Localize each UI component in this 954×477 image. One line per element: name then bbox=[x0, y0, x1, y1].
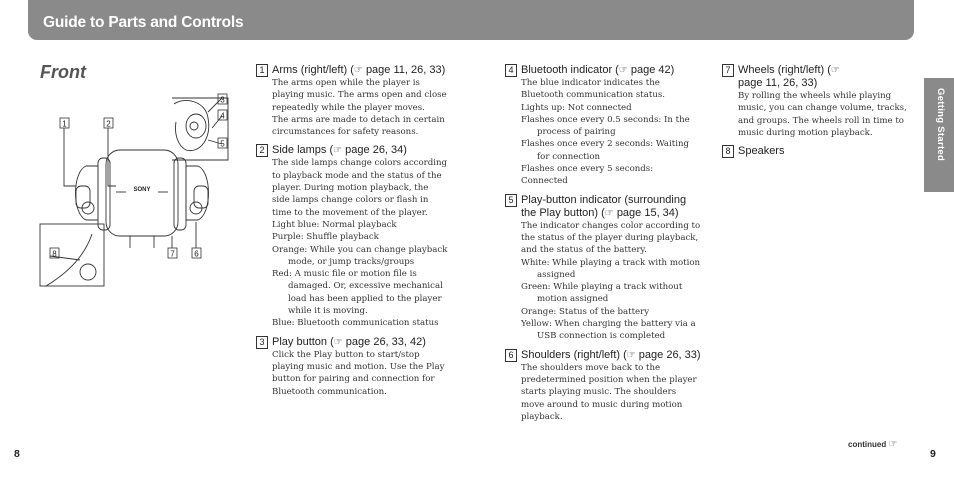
item-text: Purple: Shuffle playback bbox=[272, 232, 379, 243]
page-reference: page 15, 34) bbox=[616, 206, 679, 219]
item-heading: Bluetooth indicator ( bbox=[521, 64, 619, 76]
column-1 bbox=[256, 64, 448, 404]
pointing-hand-icon: ☞ bbox=[333, 145, 343, 157]
item-heading: Arms (right/left) ( bbox=[272, 64, 354, 76]
section-title: Front bbox=[40, 62, 86, 82]
item-text: The arms open while the player is playing music. The arms open and close repeatedly while the player moves. bbox=[272, 78, 447, 113]
continued-note bbox=[848, 439, 897, 450]
pointing-hand-icon: ☞ bbox=[626, 349, 636, 361]
callout-5: 5 bbox=[220, 139, 225, 149]
side-tab bbox=[924, 78, 954, 192]
item-text: Green: While playing a track without motion assigned bbox=[521, 282, 683, 305]
item-heading: Play-button indicator (surrounding the Play button) ( bbox=[521, 193, 687, 219]
item-play-button bbox=[256, 336, 448, 398]
page-number-left: 8 bbox=[14, 448, 20, 460]
pointing-hand-icon: ☞ bbox=[604, 207, 614, 219]
page-reference: page 42) bbox=[630, 64, 675, 76]
item-heading: Wheels (right/left) ( bbox=[738, 64, 831, 76]
item-heading: Play button ( bbox=[272, 335, 334, 348]
item-text: Flashes once every 0.5 seconds: In the process of pairing bbox=[521, 114, 690, 138]
callout-8: 8 bbox=[52, 249, 57, 259]
item-number: 5 bbox=[505, 194, 517, 207]
callout-6: 7 bbox=[170, 249, 175, 259]
callout-7: 6 bbox=[194, 249, 199, 259]
page-reference: page 26, 33, 42) bbox=[345, 335, 426, 348]
brand-logo: SONY bbox=[133, 187, 151, 193]
callout-2: 2 bbox=[106, 119, 111, 129]
item-text: The arms are made to detach in certain circumstances for safety reasons. bbox=[272, 114, 445, 138]
item-text: The blue indicator indicates the Bluetooth communication status. bbox=[521, 78, 666, 101]
callout-1: 1 bbox=[62, 119, 67, 129]
page-number-right: 9 bbox=[930, 448, 936, 460]
side-tab-label: Getting Started bbox=[935, 88, 946, 162]
item-text: White: While playing a track with motion assigned bbox=[521, 257, 701, 280]
item-shoulders bbox=[505, 349, 701, 423]
item-text: Flashes once every 5 seconds: Connected bbox=[521, 164, 654, 187]
header-bar bbox=[28, 0, 914, 40]
item-number: 8 bbox=[722, 145, 734, 158]
item-text: Blue: Bluetooth communication status bbox=[272, 318, 439, 329]
item-number: 1 bbox=[256, 64, 268, 77]
pointing-hand-icon: ☞ bbox=[830, 65, 840, 76]
callout-4: 4 bbox=[220, 111, 225, 121]
item-heading: Shoulders (right/left) ( bbox=[521, 348, 627, 361]
item-text: Light blue: Normal playback bbox=[272, 219, 397, 230]
item-text: Orange: While you can change playback mode, or jump tracks/groups bbox=[272, 244, 448, 267]
page-reference: page 26, 33) bbox=[638, 348, 701, 361]
item-text: By rolling the wheels while playing music, you can change volume, tracks, and groups. The wheels roll in time to music during motion playback. bbox=[738, 91, 907, 138]
item-text: Lights up: Not connected bbox=[521, 102, 632, 113]
pointing-hand-icon: ☞ bbox=[888, 439, 898, 450]
item-bluetooth-indicator bbox=[505, 64, 701, 188]
item-number: 2 bbox=[256, 144, 268, 157]
pointing-hand-icon: ☞ bbox=[353, 65, 363, 76]
item-side-lamps bbox=[256, 144, 448, 329]
page-reference: page 26, 34) bbox=[345, 144, 407, 157]
pointing-hand-icon: ☞ bbox=[333, 336, 343, 348]
item-text: Flashes once every 2 seconds: Waiting for connection bbox=[521, 139, 690, 162]
item-text: Click the Play button to start/stop playing music and motion. Use the Play button for pairing and connection for Bluetooth communication. bbox=[272, 349, 445, 397]
page-reference: page 11, 26, 33) bbox=[365, 64, 446, 76]
item-text: The shoulders move back to the predetermined position when the player starts playing music. The shoulders move around to music during motion playback. bbox=[521, 362, 697, 422]
item-text: The indicator changes color according to the status of the player during playback, and the status of the battery. bbox=[521, 220, 701, 256]
column-3 bbox=[722, 64, 918, 164]
item-text: Orange: Status of the battery bbox=[521, 306, 650, 317]
pointing-hand-icon: ☞ bbox=[618, 65, 628, 76]
item-number: 6 bbox=[505, 349, 517, 362]
item-text: Red: A music file or motion file is damaged. Or, excessive mechanical load has been applied to the player while it is moving. bbox=[272, 269, 443, 317]
item-speakers bbox=[722, 145, 918, 158]
front-illustration bbox=[36, 88, 252, 298]
item-number: 4 bbox=[505, 64, 517, 77]
item-text: The side lamps change colors according to playback mode and the status of the player. During motion playback, the side lamps change colors or flash in time to the movement of the player. bbox=[272, 158, 448, 218]
item-number: 3 bbox=[256, 336, 268, 349]
item-text: Yellow: When charging the battery via a USB connection is completed bbox=[521, 319, 696, 342]
column-2 bbox=[505, 64, 701, 429]
callout-3: 3 bbox=[220, 95, 225, 105]
item-heading: Side lamps ( bbox=[272, 144, 334, 157]
item-heading: Speakers bbox=[738, 145, 785, 158]
item-number: 7 bbox=[722, 64, 734, 77]
continued-label: continued bbox=[848, 440, 887, 449]
item-wheels bbox=[722, 64, 918, 139]
item-play-button-indicator bbox=[505, 194, 701, 343]
item-arms bbox=[256, 64, 448, 138]
page-reference: page 11, 26, 33) bbox=[738, 77, 818, 89]
page-header-title: Guide to Parts and Controls bbox=[43, 14, 244, 31]
